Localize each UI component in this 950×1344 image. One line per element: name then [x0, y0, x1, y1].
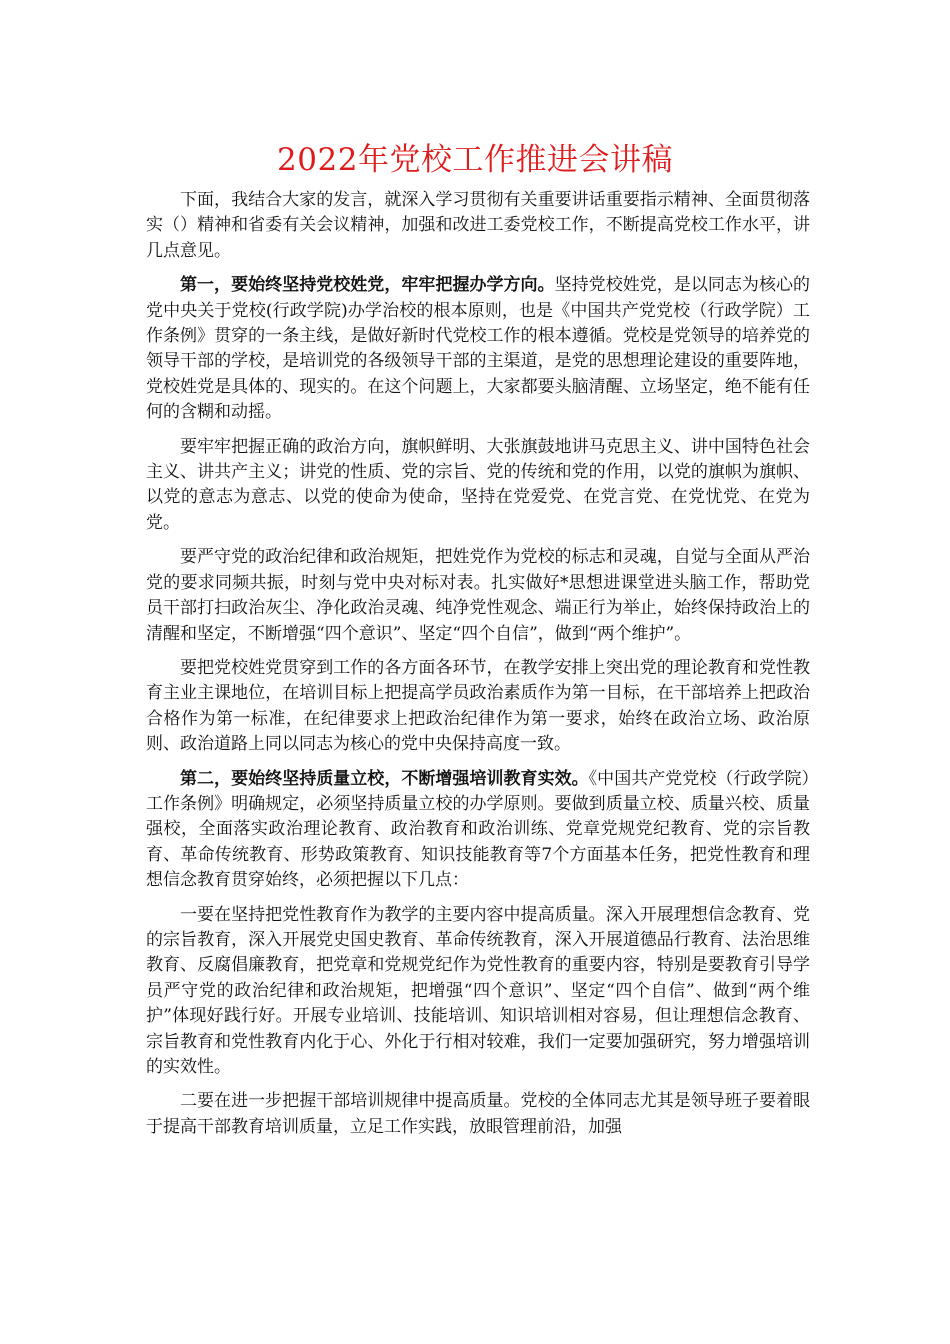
- paragraph-text: 坚持党校姓党，是以同志为核心的党中央关于党校(行政学院)办学治校的根本原则，也是《中国共产党党校（行政学院）工作条例》贯穿的一条主线，是做好新时代党校工作的根本遵循。党校是党领导的培养党的领导干部的学校，是培训党的各级领导干部的主渠道，是党的思想理论建设的重要阵地，党校姓党是具体的、现实的。在这个问题上，大家都要头脑清醒、立场坚定，绝不能有任何的含糊和动摇。: [146, 275, 811, 423]
- paragraph-political-discipline: [146, 545, 810, 647]
- paragraph-text: 要把党校姓党贯穿到工作的各方面各环节，在教学安排上突出党的理论教育和党性教育主业主课地位，在培训目标上把提高学员政治素质作为第一目标，在干部培养上把政治合格作为第一标准，在纪律要求上把政治纪律作为第一要求，始终在政治立场、政治原则、政治道路上同以同志为核心的党中央保持高度一致。: [146, 657, 810, 755]
- paragraph-lead: 第一，要始终坚持党校姓党，牢牢把握办学方向。: [180, 275, 555, 296]
- paragraph-text: 二要在进一步把握干部培训规律中提高质量。党校的全体同志尤其是领导班子要着眼于提高干部教育培训质量，立足工作实践，放眼管理前沿，加强: [146, 1091, 810, 1137]
- paragraph-text: 下面，我结合大家的发言，就深入学习贯彻有关重要讲话重要指示精神、全面贯彻落实（）精神和省委有关会议精神，加强和改进工委党校工作，不断提高党校工作水平，讲几点意见。: [146, 190, 810, 261]
- paragraph-point-two: [146, 767, 810, 894]
- paragraph-text: 要严守党的政治纪律和政治规矩，把姓党作为党校的标志和灵魂，自觉与全面从严治党的要求同频共振，时刻与党中央对标对表。扎实做好*思想进课堂进头脑工作，帮助党员干部打扫政治灰尘、净化政治灵魂、纯净党性观念、端正行为举止，始终保持政治上的清醒和坚定，不断增强“四个意识”、坚定“四个自信”，做到“两个维护”。: [146, 547, 810, 644]
- paragraph-political-direction: [146, 435, 810, 537]
- paragraph-text: 一要在坚持把党性教育作为教学的主要内容中提高质量。深入开展理想信念教育、党的宗旨教育，深入开展党史国史教育、革命传统教育，深入开展道德品行教育、法治思维教育、反腐倡廉教育，把党章和党规党纪作为党性教育的重要内容，特别是要教育引导学员严守党的政治纪律和政治规矩，把增强“四个意识”、坚定“四个自信”、做到“两个维护”体现好践行好。开展专业培训、技能培训、知识培训相对容易，但让理想信念教育、宗旨教育和党性教育内化于心、外化于行相对较难，我们一定要加强研究，努力增强培训的实效性。: [146, 904, 810, 1077]
- paragraph-lead: 第二，要始终坚持质量立校，不断增强培训教育实效。: [180, 768, 589, 789]
- paragraph-all-aspects: [146, 656, 810, 758]
- paragraph-point-one: [146, 273, 810, 425]
- document-title: 2022年党校工作推进会讲稿: [277, 142, 673, 178]
- paragraph-party-spirit-education: [146, 903, 810, 1081]
- paragraph-training-rules: [146, 1089, 810, 1140]
- document-body: [146, 188, 810, 1149]
- paragraph-intro: [146, 188, 810, 264]
- paragraph-text: 《中国共产党党校（行政学院）工作条例》明确规定，必须坚持质量立校的办学原则。要做到质量立校、质量兴校、质量强校，全面落实政治理论教育、政治教育和政治训练、党章党规党纪教育、党的宗旨教育、革命传统教育、形势政策教育、知识技能教育等7个方面基本任务，把党性教育和理想信念教育贯穿始终，必须把握以下几点：: [146, 768, 811, 891]
- paragraph-text: 要牢牢把握正确的政治方向，旗帜鲜明、大张旗鼓地讲马克思主义、讲中国特色社会主义、讲共产主义；讲党的性质、党的宗旨、党的传统和党的作用，以党的旗帜为旗帜、以党的意志为意志、以党的使命为使命，坚持在党爱党、在党言党、在党忧党、在党为党。: [146, 436, 810, 533]
